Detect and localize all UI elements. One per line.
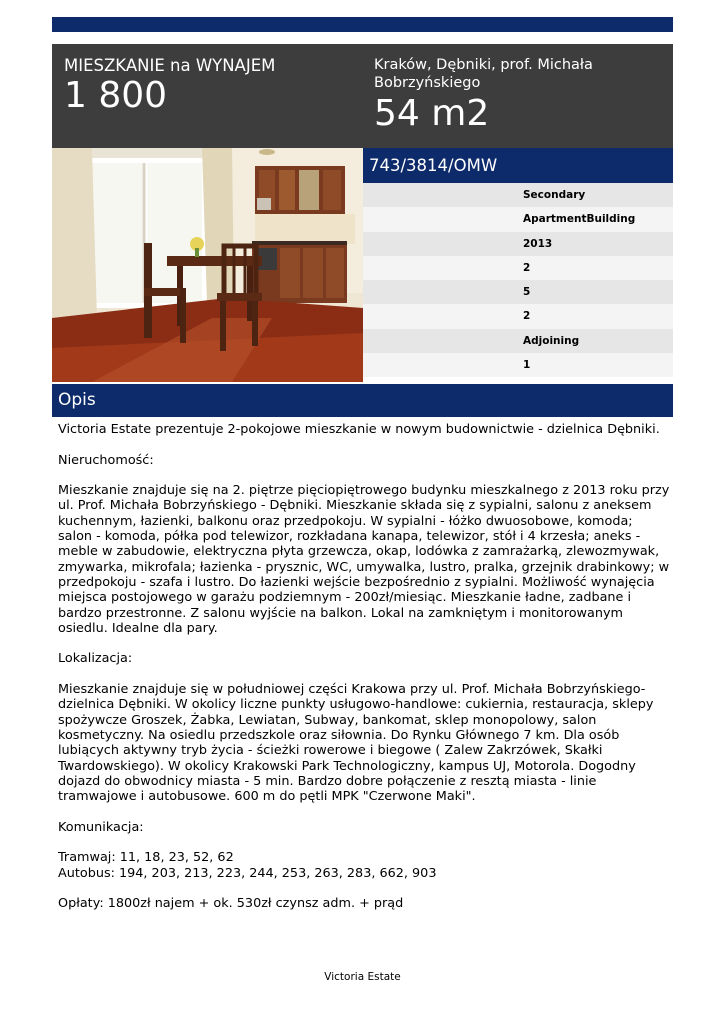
description-paragraph: Victoria Estate prezentuje 2-pokojowe mieszkanie w nowym budownictwie - dzielnica Dębniki. [58,422,660,437]
property-building-type: ApartmentBuilding [363,207,673,231]
property-floor: 2 [363,256,673,280]
property-year-built: 2013 [363,232,673,256]
description-paragraph: Opłaty: 1800zł najem + ok. 530zł czynsz adm. + prąd [58,896,404,912]
description-paragraph: Tramwaj: 11, 18, 23, 52, 62 Autobus: 194, 203, 213, 223, 244, 253, 263, 283, 662, 903 [58,850,437,881]
listing-location: Kraków, Dębniki, prof. Michała Bobrzyńskiego [374,57,593,91]
description-paragraph: Mieszkanie znajduje się na 2. piętrze pięciopiętrowego budynku mieszkalnego z 2013 roku przy ul. Prof. Michała Bobrzyńskiego - Dębniki. Mieszkanie składa się z sypialni, salonu z aneksem kuchennym, łazienki, balkonu oraz przedpokoju. W sypialni - łóżko dwuosobowe, komoda; salon - komoda, półka pod telewizor, rozkładana kanapa, telewizor, stół i 4 krzesła; aneks - meble w zabudowie, elektryczna płyta grzewcza, okap, lodówka z zamrażarką, zlewozmywak, zmywarka, mikrofala; łazienka - prysznic, WC, umywalka, lustro, pralka, grzejnik drabinkowy; w przedpokoju - szafa i lustro. Do łazienki wejście bezpośrednio z sypialni. Możliwość wynajęcia miejsca postojowego w garażu podziemnym - 200zł/miesiąc. Mieszkanie ładne, zadbane i bardzo przestronne. Z salonu wyjście na balkon. Lokal na zamkniętym i monitorowanym osiedlu. Idealne dla pary. [58,483,670,636]
listing-price: 1 800 [64,75,168,116]
description-heading: Opis [52,384,673,417]
header-right [374,56,664,134]
property-bathrooms: 1 [363,353,673,377]
apartment-photo [52,148,363,382]
property-rooms: 2 [363,304,673,328]
top-accent-bar [52,17,673,32]
description-paragraph: Komunikacja: [58,819,144,835]
footer-agency: Victoria Estate [324,971,401,983]
property-kitchen-type: Adjoining [363,329,673,353]
listing-reference: 743/3814/OMW [363,148,673,183]
listing-header [52,44,673,148]
description-paragraph: Mieszkanie znajduje się w południowej części Krakowa przy ul. Prof. Michała Bobrzyńskiego- dzielnica Dębniki. W okolicy liczne punkty usługowo-handlowe: cukiernia, restauracja, sklepy spożywcze Groszek, Żabka, Lewiatan, Subway, bankomat, sklep monopolowy, salon kosmetyczny. Na osiedlu przedszkole oraz siłownia. Do Rynku Głównego 7 km. Dla osób lubiących aktywny tryb życia - ścieżki rowerowe i biegowe ( Zalew Zakrzówek, Skałki Twardowskiego). W okolicy Krakowski Park Technologiczny, kampus UJ, Motorola. Dogodny dojazd do obwodnicy miasta - 5 min. Bardzo dobre połączenie z resztą miasta - linie tramwajowe i autobusowe. 600 m do pętli MPK "Czerwone Maki". [58,682,654,805]
description-paragraph: Nieruchomość: [58,452,154,468]
description-body [58,422,670,927]
listing-area: 54 m2 [374,93,490,134]
property-market: Secondary [363,183,673,207]
description-paragraph: Lokalizacja: [58,651,133,667]
property-details [363,148,673,377]
property-floors-total: 5 [363,280,673,304]
header-left [64,56,354,116]
listing-type: MIESZKANIE na WYNAJEM [64,56,276,75]
